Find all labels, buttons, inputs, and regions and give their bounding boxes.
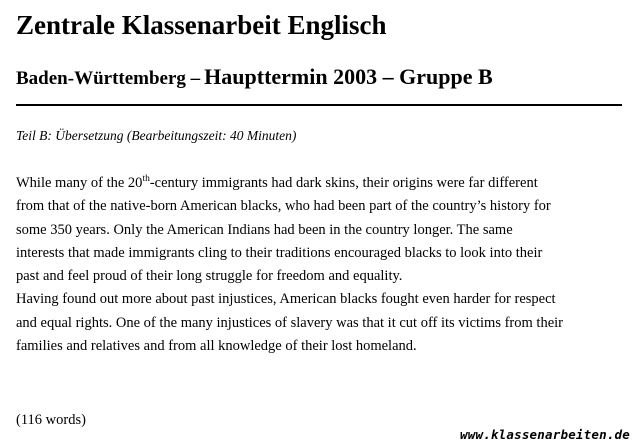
document-subtitle <box>16 63 493 94</box>
ordinal-suffix: th <box>142 174 150 184</box>
passage-line-5: past and feel proud of their long struggle for freedom and equality. <box>16 268 403 285</box>
subtitle-exam: Haupttermin 2003 – Gruppe B <box>204 64 493 89</box>
passage-line-1-end: -century immigrants had dark skins, their origins were far different <box>149 175 538 191</box>
subtitle-region: Baden-Württemberg – <box>16 68 201 89</box>
passage-line-1 <box>16 172 628 195</box>
site-watermark: www.klassenarbeiten.de <box>460 427 630 442</box>
translation-passage <box>16 172 628 358</box>
passage-line-1-start: While many of the 20 <box>16 175 143 191</box>
passage-line-6: Having found out more about past injustices, American blacks fought even harder for respect <box>16 291 556 308</box>
header-divider <box>16 104 622 106</box>
word-count: (116 words) <box>16 412 86 428</box>
section-heading: Teil B: Übersetzung (Bearbeitungszeit: 40 Minuten) <box>16 128 297 143</box>
passage-line-8: families and relatives and from all knowledge of their lost homeland. <box>16 338 417 355</box>
passage-line-7: and equal rights. One of the many injustices of slavery was that it cut off its victims from their <box>16 314 563 331</box>
passage-line-2: from that of the native-born American blacks, who had been part of the country’s history for <box>16 198 551 215</box>
passage-line-4: interests that made immigrants cling to their traditions encouraged blacks to look into their <box>16 244 543 261</box>
document-title: Zentrale Klassenarbeit Englisch <box>16 10 387 40</box>
passage-line-3: some 350 years. Only the American Indians had been in the country longer. The same <box>16 221 513 238</box>
